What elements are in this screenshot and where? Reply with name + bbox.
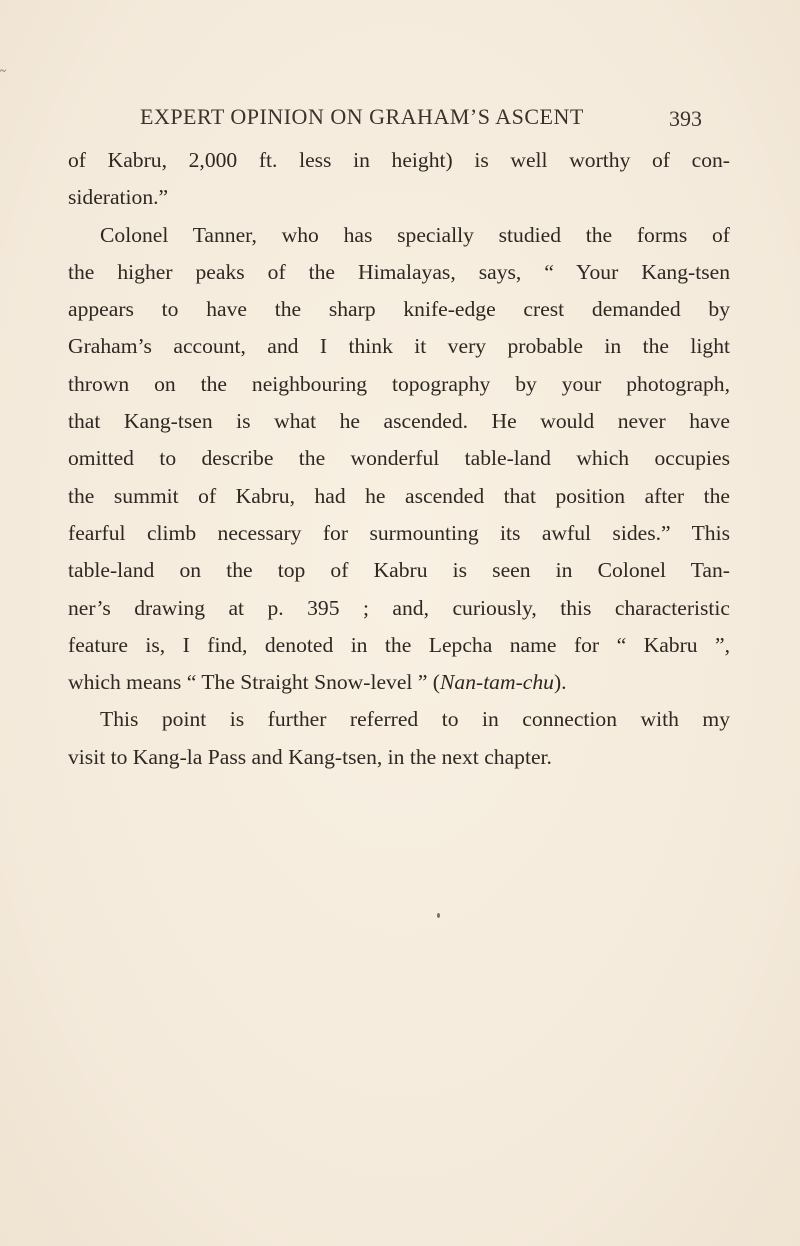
text-line: ner’s drawing at p. 395 ; and, curiously, this characteristic bbox=[68, 595, 730, 620]
closing-paren: ). bbox=[553, 670, 567, 695]
line-text: which means “ The Straight Snow-level ” ( bbox=[68, 670, 440, 695]
text-line-with-italic bbox=[68, 664, 730, 701]
text-line: table-land on the top of Kabru is seen in Colonel Tan- bbox=[68, 558, 730, 583]
running-head-title: EXPERT OPINION ON GRAHAM’S ASCENT bbox=[140, 104, 584, 129]
running-head bbox=[140, 104, 700, 134]
text-line: the summit of Kabru, had he ascended that position after the bbox=[68, 483, 730, 508]
page-number: 393 bbox=[669, 106, 702, 131]
paragraph-start-line: Colonel Tanner, who has specially studied the forms of bbox=[100, 222, 730, 247]
text-line: thrown on the neighbouring topography by your photograph, bbox=[68, 371, 730, 396]
italic-term: Nan-tam-chu bbox=[440, 670, 554, 695]
text-line: fearful climb necessary for surmounting its awful sides.” This bbox=[68, 520, 730, 545]
text-line: that Kang-tsen is what he ascended. He would never have bbox=[68, 409, 730, 434]
margin-mark: ~ bbox=[0, 65, 6, 77]
text-line: feature is, I find, denoted in the Lepcha name for “ Kabru ”, bbox=[68, 632, 730, 657]
text-line: the higher peaks of the Himalayas, says, “ Your Kang-tsen bbox=[68, 259, 730, 284]
text-line: sideration.” bbox=[68, 185, 169, 210]
text-line: Graham’s account, and I think it very probable in the light bbox=[68, 334, 730, 359]
paper-speck bbox=[437, 913, 440, 918]
body-text bbox=[68, 142, 730, 776]
text-line: of Kabru, 2,000 ft. less in height) is well worthy of con- bbox=[68, 148, 730, 172]
text-line: appears to have the sharp knife-edge crest demanded by bbox=[68, 297, 730, 322]
text-line: omitted to describe the wonderful table-land which occupies bbox=[68, 446, 730, 471]
text-line: visit to Kang-la Pass and Kang-tsen, in the next chapter. bbox=[68, 744, 552, 769]
paragraph-start-line: This point is further referred to in connection with my bbox=[100, 707, 730, 732]
